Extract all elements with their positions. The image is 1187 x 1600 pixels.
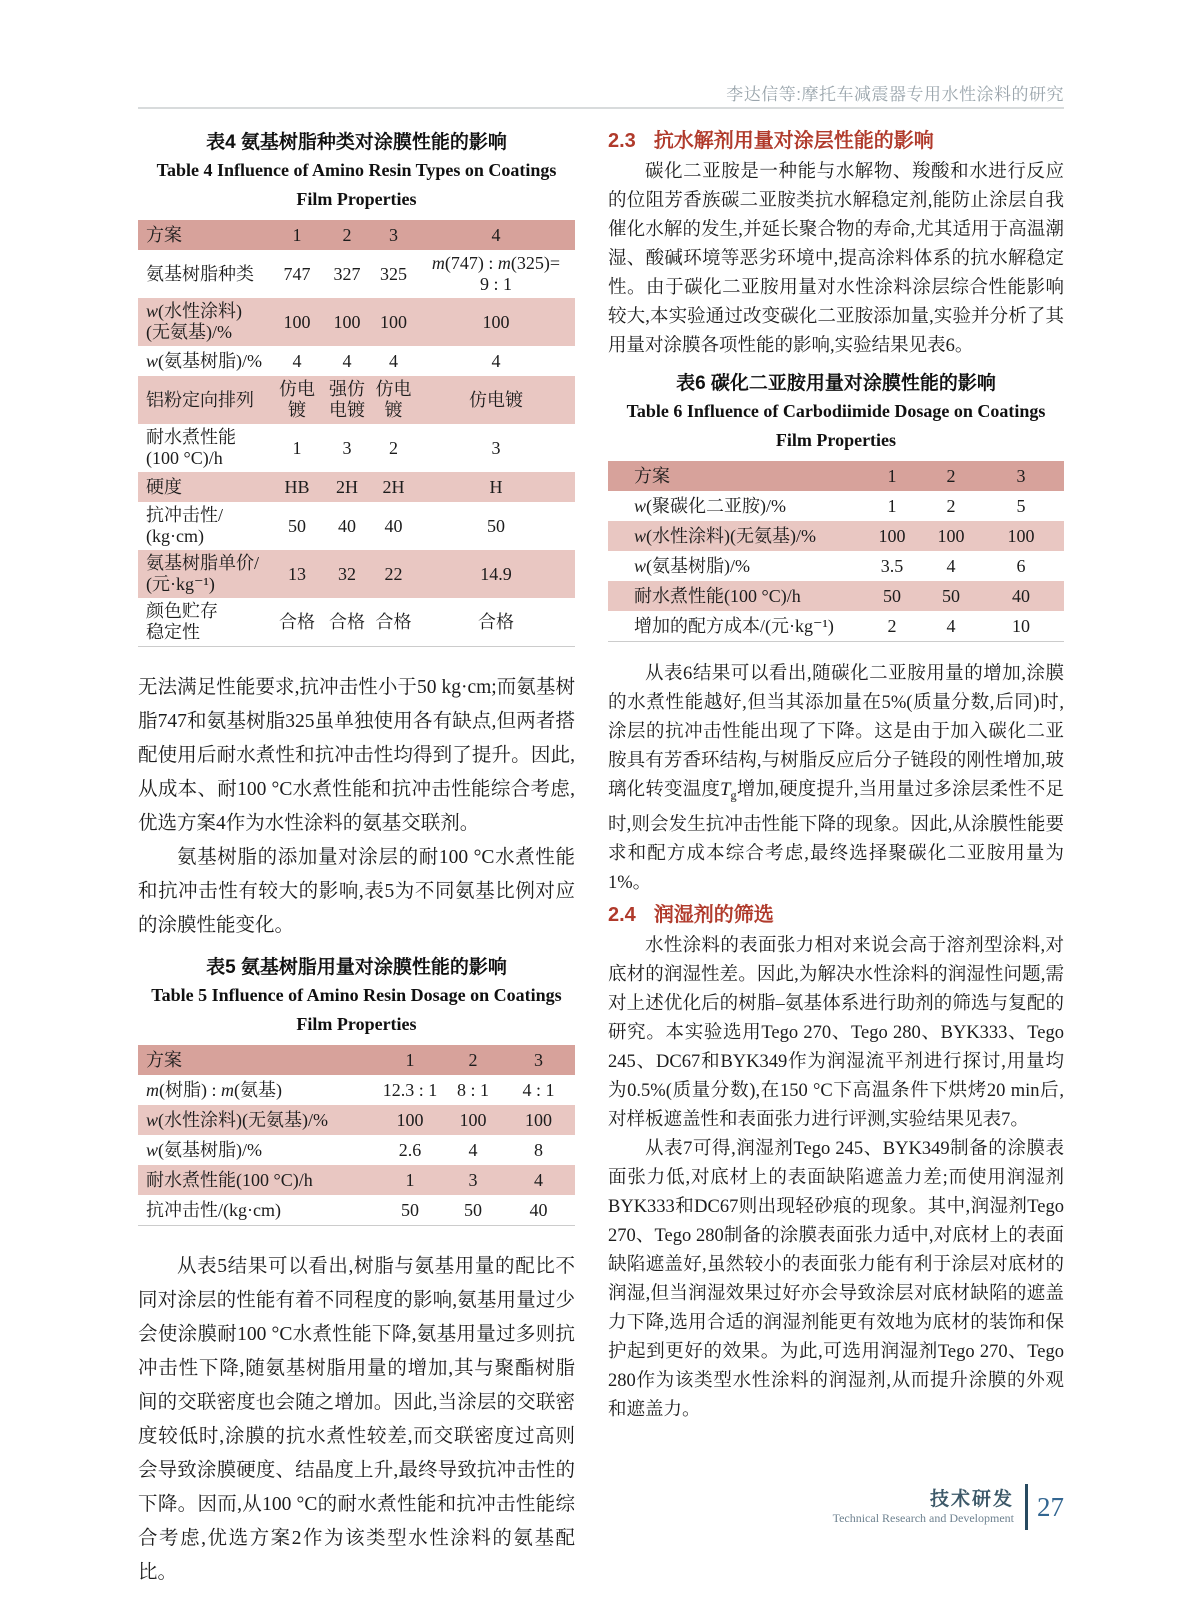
table-row	[138, 250, 575, 298]
page-number: 27	[1037, 1491, 1064, 1522]
cell-value: 1	[887, 495, 897, 516]
table-row	[608, 611, 1064, 641]
table-header-row	[608, 461, 1064, 491]
cell-value: 强仿 电镀	[329, 379, 365, 420]
cell-value: 仿电 镀	[375, 379, 412, 420]
footer-label-block	[833, 1489, 1014, 1526]
footer-label-en: Technical Research and Development	[832, 1510, 1014, 1525]
table6	[608, 461, 1064, 642]
cell-value: 8	[534, 1139, 543, 1160]
cell-value: 合格	[279, 611, 315, 632]
cell-value: 4	[342, 350, 352, 371]
section-title: 抗水解剂用量对涂层性能的影响	[653, 130, 934, 152]
paragraph: 从表5结果可以看出,树脂与氨基用量的配比不同对涂层的性能有着不同程度的影响,氨基用量过少会使涂膜耐100 °C水煮性能下降,氨基用量过多则抗冲击性下降,随氨基树脂用量的增加,其与聚酯树脂间的交联密度也会随之增加。因此,当涂层的交联密度较低时,涂膜的抗水煮性较差,而交联密度过高则会导致涂膜硬度、结晶度上升,最终导致抗冲击性的下降。因而,从100 °C的耐水煮性能和抗冲击性能综合考虑,优选方案2作为该类型水性涂料的氨基配比。	[138, 1256, 575, 1583]
cell-value: 100	[380, 311, 407, 332]
row-label: w(氨基树脂)/%	[146, 350, 262, 371]
row-label: m(树脂) : m(氨基)	[146, 1079, 282, 1100]
cell-value: 4	[946, 555, 956, 576]
cell-value: 2	[389, 437, 398, 458]
row-label: w(水性涂料)(无氨基)/%	[146, 1109, 328, 1130]
cell-value: 合格	[478, 611, 514, 632]
row-label: 耐水煮性能 (100 °C)/h	[146, 427, 236, 468]
cell-value: 40	[338, 515, 356, 536]
cell-value: 3	[468, 1169, 478, 1190]
header-rule	[138, 107, 1064, 109]
table-row	[608, 491, 1064, 521]
paragraph: 氨基树脂的添加量对涂层的耐100 °C水煮性能和抗冲击性有较大的影响,表5为不同氨基比例对应的涂膜性能变化。	[138, 847, 575, 936]
column-right	[608, 124, 1064, 1590]
section-number: 2.4	[608, 903, 636, 926]
row-label: 增加的配方成本/(元·kg⁻¹)	[634, 615, 834, 636]
cell-value: 2	[468, 1049, 478, 1070]
cell-value: 1	[405, 1049, 415, 1070]
cell-value: 50	[401, 1199, 419, 1220]
table6-title-block	[608, 371, 1064, 455]
cell-value: 10	[1012, 615, 1030, 636]
cell-value: 13	[288, 563, 306, 584]
cell-value: 4 : 1	[522, 1079, 555, 1100]
cell-value: 3	[491, 437, 501, 458]
table-row	[608, 581, 1064, 611]
row-label: w(水性涂料)(无氨基)/%	[634, 525, 816, 546]
section-heading-2-3	[608, 128, 1064, 154]
table-row	[138, 1195, 575, 1225]
table-row	[138, 472, 575, 502]
row-label: 抗冲击性/ (kg·cm)	[146, 505, 224, 546]
table-row	[138, 376, 575, 424]
cell-value: 100	[878, 525, 906, 546]
cell-value: 2.6	[398, 1139, 422, 1160]
table-row	[138, 298, 575, 346]
table5-title-zh: 表5 氨基树脂用量对涂膜性能的影响	[206, 957, 507, 978]
table-row	[138, 502, 575, 550]
cell-value: 仿电 镀	[279, 379, 315, 420]
row-label: 耐水煮性能(100 °C)/h	[146, 1169, 313, 1190]
cell-value: 3	[1016, 465, 1026, 486]
cell-value: 3.5	[880, 555, 904, 576]
cell-value: 22	[384, 563, 403, 584]
cell-value: 40	[529, 1199, 548, 1220]
table-row	[138, 1135, 575, 1165]
row-label: 铝粉定向排列	[146, 389, 254, 410]
cell-value: HB	[284, 476, 310, 497]
cell-value: 100	[482, 311, 510, 332]
table4	[138, 220, 575, 647]
table5	[138, 1045, 575, 1226]
cell-value: 1	[292, 224, 302, 245]
cell-value: 100	[937, 525, 965, 546]
table6-title-zh: 表6 碳化二亚胺用量对涂膜性能的影响	[676, 373, 996, 394]
cell-value: 14.9	[480, 563, 512, 584]
cell-value: 4	[468, 1139, 478, 1160]
cell-value: 100	[525, 1109, 552, 1130]
paragraph: 从表7可得,润湿剂Tego 245、BYK349制备的涂膜表面张力低,对底材上的表面缺陷遮盖力差;而使用润湿剂BYK333和DC67则出现轻砂痕的现象。其中,润湿剂Tego 270、Tego 280制备的涂膜表面张力适中,对底材上的表面缺陷遮盖好,虽然较小的表面张力能有利于涂层对底材的润湿,但当润湿效果过好亦会导致涂层对底材缺陷的遮盖力下降,选用合适的润湿剂能更有效地为底材的装饰和保护起到更好的效果。为此,可选用润湿剂Tego 270、Tego 280作为该类型水性涂料的润湿剂,从而提升涂膜的外观和遮盖力。	[608, 1138, 1064, 1420]
cell-value: 50	[464, 1199, 482, 1220]
table6-title-en: Table 6 Influence of Carbodiimide Dosage on Coatings Film Properties	[626, 401, 1046, 450]
table-header-row	[138, 220, 575, 250]
cell-value: 3	[342, 437, 352, 458]
cell-value: 2H	[336, 476, 358, 497]
row-label: 方案	[146, 1049, 182, 1070]
table-row	[138, 346, 575, 376]
cell-value: 100	[396, 1109, 424, 1130]
row-label: 抗冲击性/(kg·cm)	[146, 1199, 281, 1220]
table-header-row	[138, 1045, 575, 1075]
row-label: w(聚碳化二亚胺)/%	[634, 495, 786, 516]
cell-value: 3	[389, 224, 398, 245]
row-label: w(水性涂料) (无氨基)/%	[146, 301, 243, 342]
row-label: 耐水煮性能(100 °C)/h	[634, 585, 801, 606]
row-label: 方案	[634, 465, 670, 486]
cell-value: 4	[292, 350, 302, 371]
cell-value: 仿电镀	[469, 389, 523, 410]
cell-value: 32	[338, 563, 356, 584]
table4-title-en: Table 4 Influence of Amino Resin Types on Coatings Film Properties	[156, 160, 557, 209]
row-label: 硬度	[146, 476, 182, 497]
cell-value: m(747) : m(325)= 9 : 1	[431, 253, 561, 294]
footer	[833, 1484, 1064, 1530]
cell-value: 2	[342, 224, 352, 245]
cell-value: 40	[1012, 585, 1030, 606]
cell-value: 1	[887, 465, 897, 486]
table-row	[138, 598, 575, 646]
section-number: 2.3	[608, 130, 636, 152]
cell-value: 50	[942, 585, 960, 606]
table-row	[138, 1165, 575, 1195]
table5-title-block	[138, 955, 575, 1039]
table-row	[138, 1075, 575, 1105]
cell-value: 1	[405, 1169, 415, 1190]
cell-value: 50	[883, 585, 901, 606]
section-heading-2-4	[608, 902, 1064, 928]
content-columns	[138, 124, 1064, 1590]
section-title: 润湿剂的筛选	[653, 903, 774, 926]
cell-value: 8 : 1	[456, 1079, 489, 1100]
row-label: w(氨基树脂)/%	[634, 555, 750, 576]
cell-value: 4	[534, 1169, 543, 1190]
table-row	[608, 521, 1064, 551]
cell-value: 合格	[329, 611, 365, 632]
cell-value: 40	[384, 515, 403, 536]
cell-value: 合格	[375, 611, 412, 632]
row-label: 方案	[146, 224, 182, 245]
table5-title-en: Table 5 Influence of Amino Resin Dosage on Coatings Film Properties	[151, 985, 562, 1034]
cell-value: 3	[534, 1049, 543, 1070]
cell-value: 2H	[382, 476, 405, 497]
cell-value: 4	[491, 350, 501, 371]
cell-value: 4	[389, 350, 398, 371]
cell-value: 4	[491, 224, 501, 245]
cell-value: 6	[1016, 555, 1026, 576]
footer-divider	[1025, 1484, 1028, 1530]
table4-title-block	[138, 130, 575, 214]
cell-value: 2	[946, 465, 956, 486]
cell-value: 4	[946, 615, 956, 636]
cell-value: 100	[333, 311, 361, 332]
table-row	[138, 550, 575, 598]
row-label: 氨基树脂单价/ (元·kg⁻¹)	[146, 553, 260, 594]
footer-label-zh: 技术研发	[929, 1488, 1014, 1510]
cell-value: 12.3 : 1	[382, 1079, 438, 1100]
table-row	[138, 1105, 575, 1135]
running-header: 李达信等:摩托车减震器专用水性涂料的研究	[726, 85, 1064, 104]
cell-value: 325	[380, 263, 407, 284]
paragraph: 碳化二亚胺是一种能与水解物、羧酸和水进行反应的位阻芳香族碳二亚胺类抗水解稳定剂,能防止涂层自我催化水解的发生,并延长聚合物的寿命,尤其适用于高温潮湿、酸碱环境等恶劣环境中,提高涂料体系的抗水解稳定性。由于碳化二亚胺用量对水性涂料涂层综合性能影响较大,本实验通过改变碳化二亚胺添加量,实验并分析了其用量对涂膜各项性能的影响,实验结果见表6。	[608, 162, 1064, 356]
cell-value: 100	[1007, 525, 1035, 546]
cell-value: 2	[946, 495, 956, 516]
paragraph: 无法满足性能要求,抗冲击性小于50 kg·cm;而氨基树脂747和氨基树脂325虽单独使用各有缺点,但两者搭配使用后耐水煮性和抗冲击性均得到了提升。因此,从成本、耐100 °C水煮性能和抗冲击性能综合考虑,优选方案4作为水性涂料的氨基交联剂。	[138, 677, 575, 834]
column-left	[138, 124, 575, 1590]
cell-value: 50	[487, 515, 505, 536]
cell-value: 100	[459, 1109, 487, 1130]
row-label: 颜色贮存 稳定性	[146, 601, 218, 642]
table-row	[608, 551, 1064, 581]
cell-value: 1	[292, 437, 302, 458]
cell-value: 747	[283, 263, 311, 284]
paragraph: 水性涂料的表面张力相对来说会高于溶剂型涂料,对底材的润湿性差。因此,为解决水性涂料的润湿性问题,需对上述优化后的树脂–氨基体系进行助剂的筛选与复配的研究。本实验选用Tego 270、Tego 280、BYK333、Tego 245、DC67和BYK349作为润湿流平剂进行探讨,用量均为0.5%(质量分数),在150 °C下高温条件下烘烤20 min后,对样板遮盖性和表面张力进行评测,实验结果见表7。	[608, 935, 1064, 1130]
cell-value: 2	[887, 615, 897, 636]
paragraph: 从表6结果可以看出,随碳化二亚胺用量的增加,涂膜的水煮性能越好,但当其添加量在5%(质量分数,后同)时,涂层的抗冲击性能出现了下降。这是由于加入碳化二亚胺具有芳香环结构,与树脂反应后分子链段的刚性增加,玻璃化转变温度$T_g$增加,硬度提升,当用量过多涂层柔性不足时,则会发生抗冲击性能下降的现象。因此,从涂膜性能要求和配方成本综合考虑,最终选择聚碳化二亚胺用量为1%。	[608, 664, 1064, 893]
row-label: w(氨基树脂)/%	[146, 1139, 262, 1160]
table-row	[138, 424, 575, 472]
cell-value: 327	[333, 263, 361, 284]
cell-value: 5	[1016, 495, 1026, 516]
cell-value: 50	[288, 515, 306, 536]
cell-value: 100	[283, 311, 311, 332]
cell-value: H	[489, 476, 503, 497]
row-label: 氨基树脂种类	[146, 263, 254, 284]
table4-title-zh: 表4 氨基树脂种类对涂膜性能的影响	[206, 132, 507, 153]
